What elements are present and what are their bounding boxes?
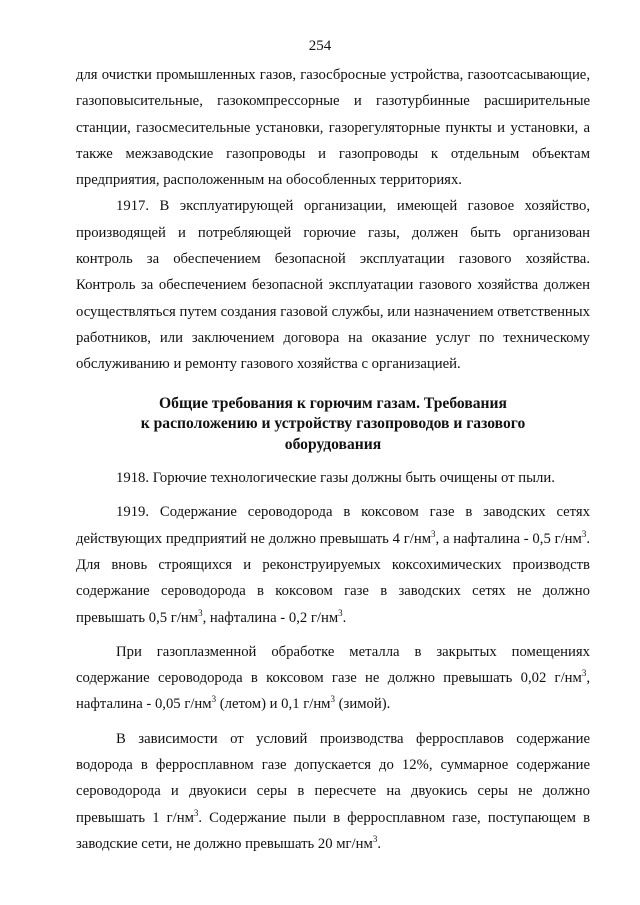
paragraph-1917: 1917. В эксплуатирующей организации, имеющей газовое хозяйство, производящей и потребляющей горючие газы, должен быть организован контроль за обеспечением безопасной эксплуатации газового хозяйства. Контроль за обеспечением безопасной эксплуатации газового хозяйства должен осуществляться путем создания газовой службы, или назначением ответственных работников, или заключением договора на оказание услуг по техническому обслуживанию и ремонту газового хозяйства с организацией.: [76, 198, 590, 373]
paragraph-1918: 1918. Горючие технологические газы должны быть очищены от пыли.: [116, 470, 555, 487]
paragraph-gas-plasma-part-d: (зимой).: [334, 696, 391, 713]
paragraph-1919-part-d: , нафталина - 0,2 г/нм: [202, 609, 339, 626]
section-heading-line-2: к расположению и устройству газопроводов и газового: [140, 415, 526, 433]
paragraph-gas-plasma-part-b: , нафталина - 0,05 г/нм: [76, 670, 590, 713]
paragraph-ferroalloy-part-a: В зависимости от условий производства ферросплавов содержание водорода в ферросплавном газе допускается до 12%, суммарное содержание сероводорода и двуокиси серы в пересчете на двуокись серы не должно превышать 1 г/нм: [76, 730, 590, 826]
superscript-3: 3: [581, 668, 587, 679]
paragraph-gas-plasma-part-c: (летом) и 0,1 г/нм: [216, 696, 331, 713]
paragraph-ferroalloy-part-c: .: [377, 835, 381, 852]
superscript-3: 3: [581, 528, 587, 539]
document-body: [76, 62, 590, 857]
paragraph-ferroalloy: [76, 726, 590, 857]
section-heading-line-1: Общие требования к горючим газам. Требования: [159, 394, 507, 412]
superscript-3: 3: [330, 694, 335, 705]
paragraph-1919-part-e: .: [342, 609, 347, 626]
paragraph-continuation: для очистки промышленных газов, газосбросные устройства, газоотсасывающие, газоповысительные, газокомпрессорные и газотурбинные расширительные станции, газосмесительные установки, газорегуляторные пункты и установки, а также межзаводские газопроводы и газопроводы к отдельным объектам предприятия, расположенным на обособленных территориях.: [76, 67, 590, 189]
page-number: 254: [308, 38, 332, 54]
section-heading: [76, 394, 590, 456]
paragraph-gas-plasma: [76, 639, 590, 718]
paragraph-1919: [76, 499, 590, 630]
paragraph-1919-part-c: . Для вновь строящихся и реконструируемых коксохимических производств содержание сероводорода в коксовом газе в заводских сетях не должно превышать 0,5 г/нм: [76, 530, 591, 626]
superscript-3: 3: [198, 607, 203, 618]
superscript-3: 3: [431, 528, 436, 539]
paragraph-gas-plasma-part-a: При газоплазменной обработке металла в закрытых помещениях содержание сероводорода в коксовом газе не должно превышать 0,02 г/нм: [76, 643, 590, 687]
paragraph-ferroalloy-part-b: . Содержание пыли в ферросплавном газе, поступающем в заводские сети, не должно превышать 20 мг/нм: [76, 809, 590, 852]
superscript-3: 3: [193, 807, 199, 818]
paragraph-1919-part-b: , а нафталина - 0,5 г/нм: [435, 530, 582, 547]
superscript-3: 3: [372, 833, 378, 844]
superscript-3: 3: [211, 694, 217, 705]
superscript-3: 3: [338, 607, 343, 618]
section-heading-line-3: оборудования: [284, 435, 382, 453]
paragraph-1919-part-a: 1919. Содержание сероводорода в коксовом газе в заводских сетях действующих предприятий не должно превышать 4 г/нм: [76, 504, 590, 547]
